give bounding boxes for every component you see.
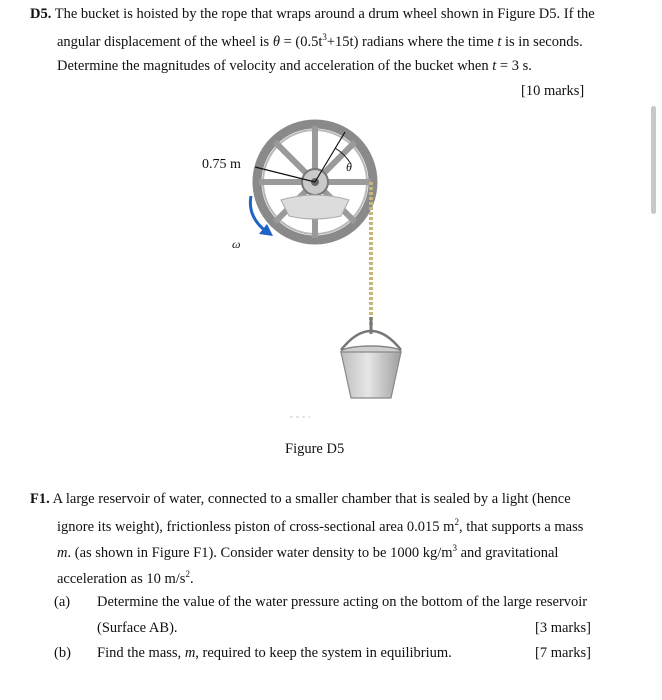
part-a-label: (a) xyxy=(54,594,71,610)
question-number-d5: D5. xyxy=(30,6,52,22)
part-b-label: (b) xyxy=(54,645,71,661)
theta-label: θ xyxy=(346,160,352,174)
axle-bracket xyxy=(281,195,349,219)
figure-d5-caption: Figure D5 xyxy=(285,441,345,457)
question-d5-line2: angular displacement of the wheel is $\theta = (0.5t^3+15t)$ radians where the time t is in seconds. xyxy=(57,32,583,50)
part-a-text-1: Determine the value of the water pressure acting on the bottom of the large reservoir xyxy=(97,594,588,610)
question-d5-text-1: The bucket is hoisted by the rope that wraps around a drum wheel shown in Figure D5. If the xyxy=(54,6,595,22)
question-d5-line3: Determine the magnitudes of velocity and acceleration of the bucket when t = 3 s. xyxy=(57,58,532,74)
question-number-f1: F1. xyxy=(30,491,50,507)
marks-part-b: [7 marks] xyxy=(535,645,591,661)
question-f1-text-1: A large reservoir of water, connected to a smaller chamber that is sealed by a light (hence xyxy=(52,491,571,507)
omega-label: ω xyxy=(232,237,241,251)
scrollbar-thumb[interactable] xyxy=(651,106,656,214)
marks-part-a: [3 marks] xyxy=(535,620,591,636)
question-f1-line3: m. (as shown in Figure F1). Consider water density to be 1000 $kg/m^3$ and gravitational xyxy=(57,543,559,561)
bucket-body xyxy=(341,352,401,398)
question-f1-line2: ignore its weight), frictionless piston of cross-sectional area 0.015 $m^2$, that supports a mass xyxy=(57,517,584,535)
part-b-text: Find the mass, m, required to keep the system in equilibrium. xyxy=(97,645,452,661)
radius-label: 0.75 m xyxy=(202,157,241,172)
part-a-text-2: (Surface AB). xyxy=(97,620,178,636)
question-f1-line4: acceleration as 10 $m/s^2$. xyxy=(57,569,194,587)
question-d5-line1 xyxy=(30,6,595,23)
figure-d5 xyxy=(195,112,425,424)
marks-d5: [10 marks] xyxy=(521,83,585,99)
question-f1-line1 xyxy=(30,491,571,508)
